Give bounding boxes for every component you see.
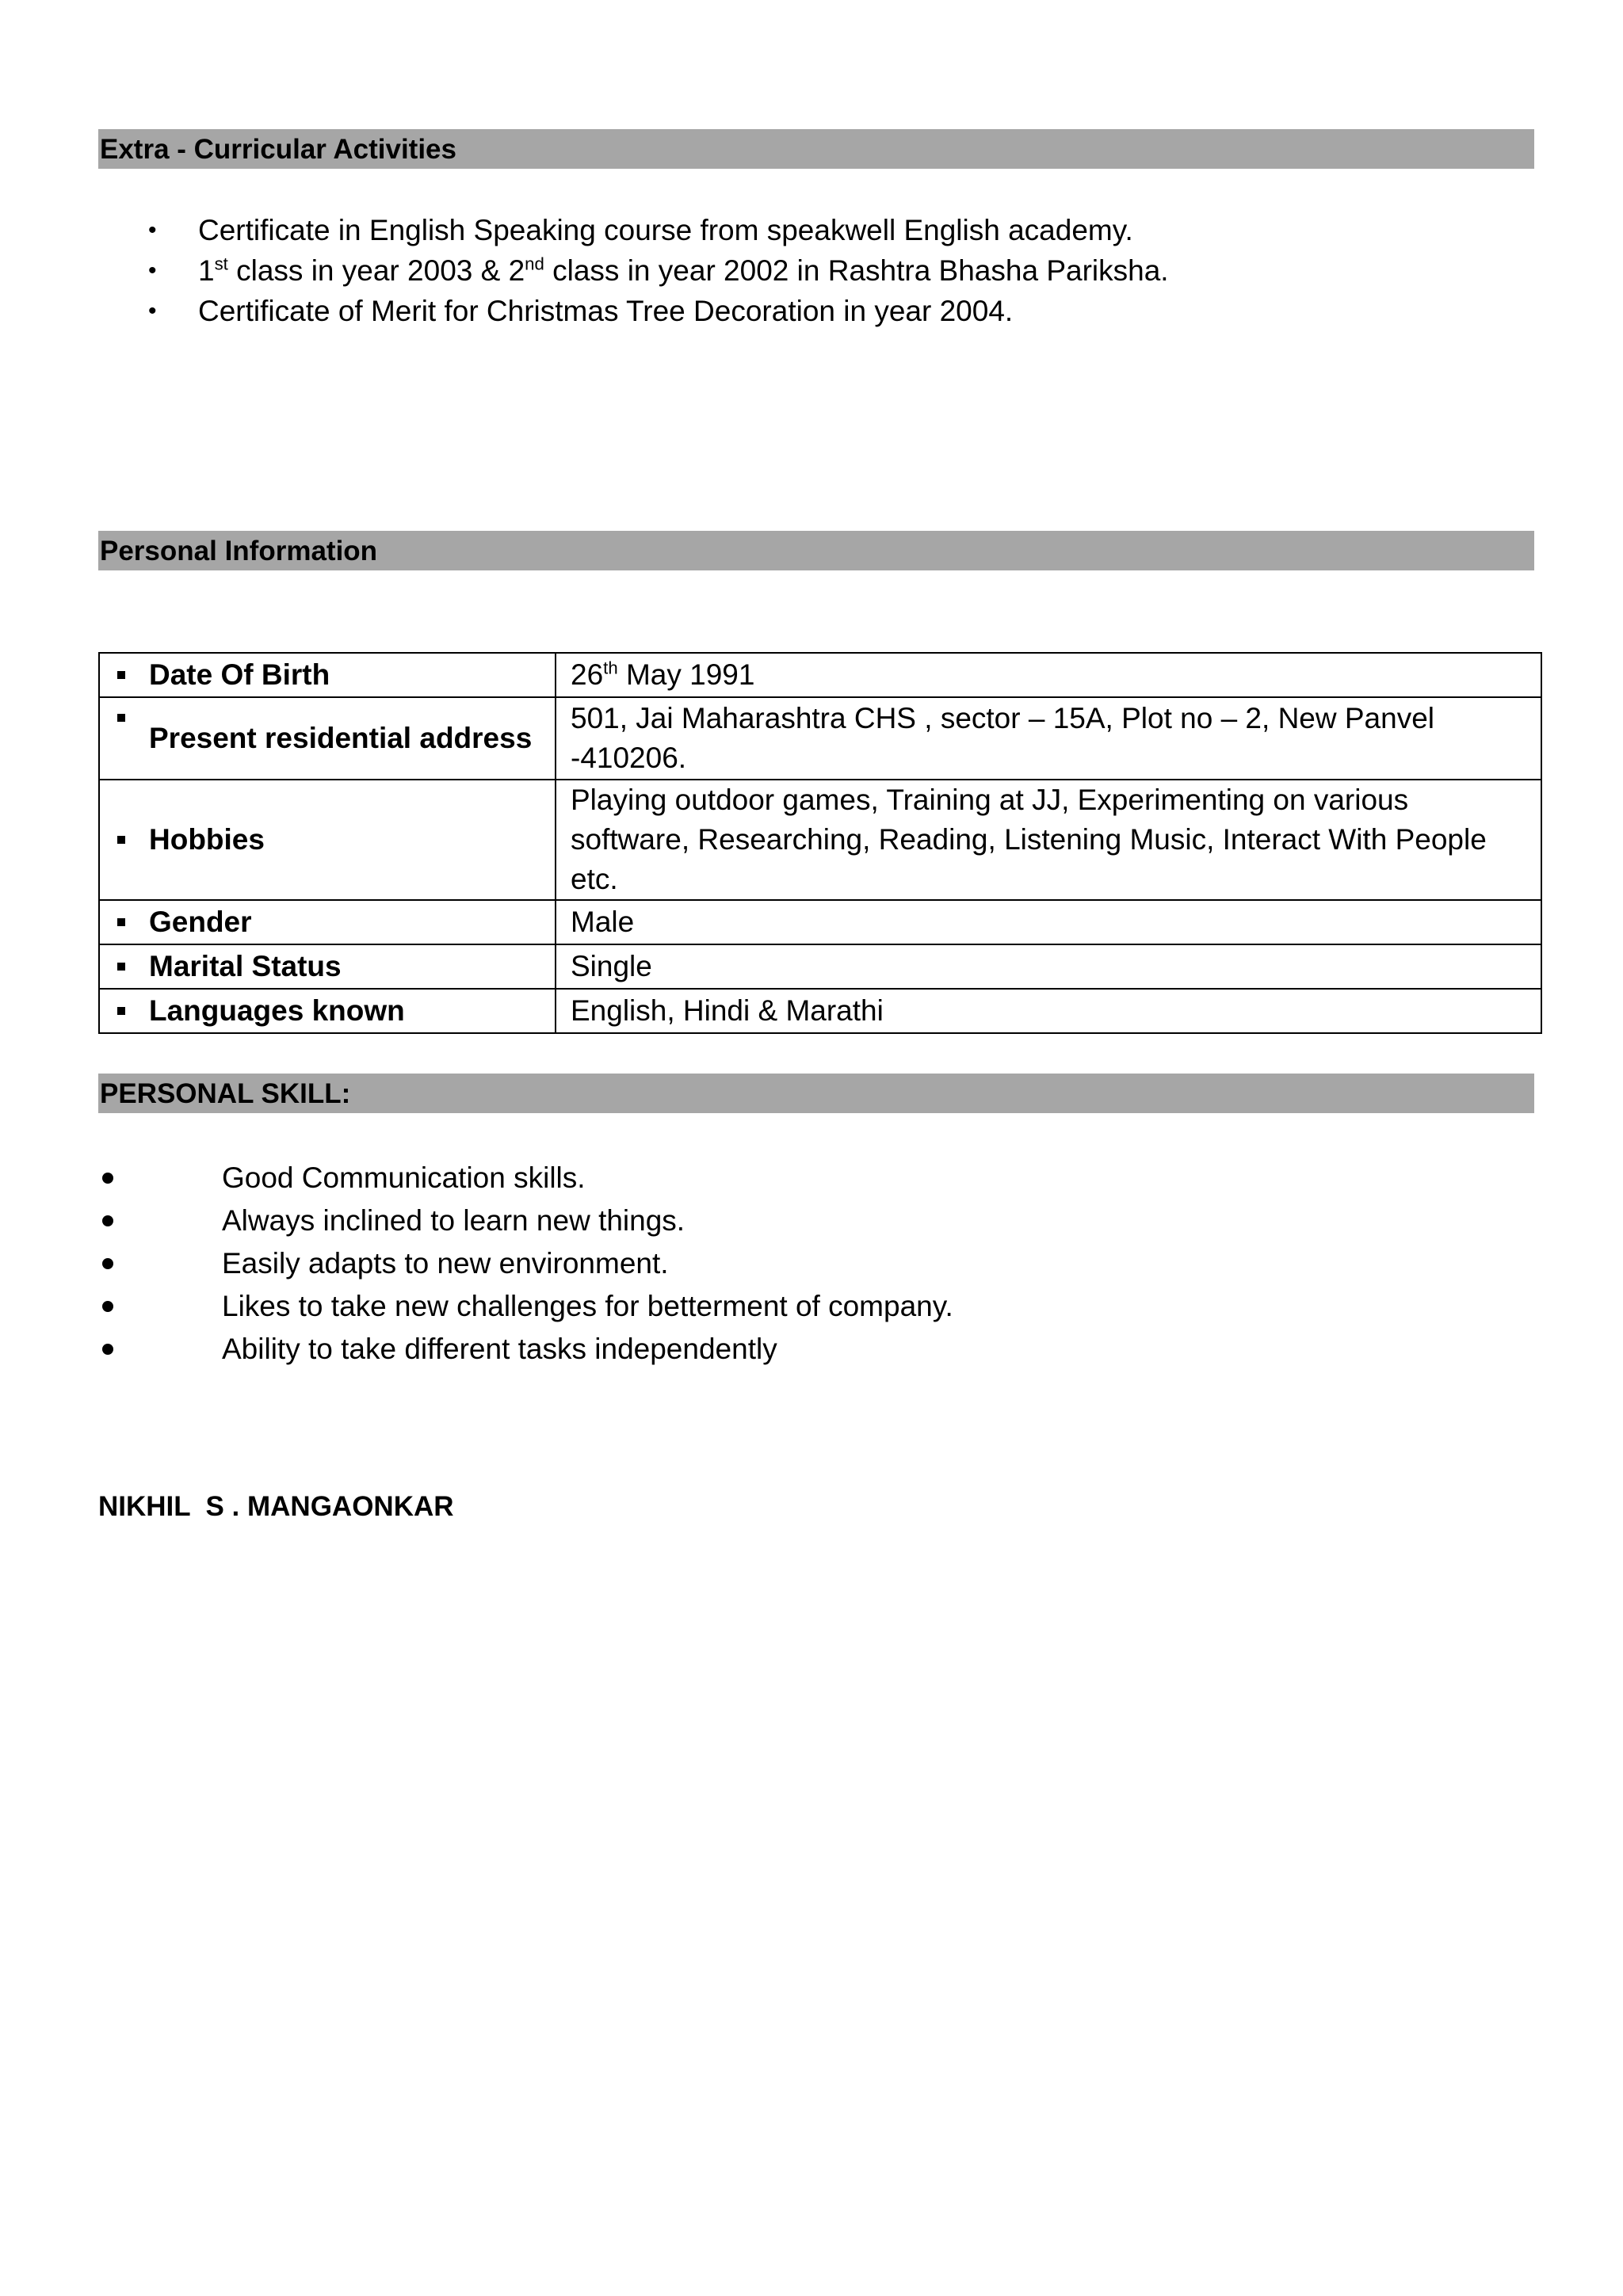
row-value: Playing outdoor games, Training at JJ, Experimenting on various software, Researching, Reading, Listening Music, Interact With People etc. (556, 780, 1541, 900)
bullet-icon: • (148, 217, 157, 243)
personal-skill-heading: PERSONAL SKILL: (98, 1074, 1534, 1113)
row-value: Male (556, 900, 1541, 944)
bullet-icon (102, 1344, 113, 1355)
square-bullet-icon (117, 671, 125, 679)
row-value: English, Hindi & Marathi (556, 989, 1541, 1033)
row-label: Hobbies (99, 780, 556, 900)
bullet-icon (102, 1215, 113, 1226)
list-item-text: Certificate in English Speaking course from speakwell English academy. (198, 214, 1133, 246)
square-bullet-icon (117, 918, 125, 926)
extra-curricular-list (98, 210, 1169, 331)
list-item (98, 291, 1169, 331)
extra-curricular-heading: Extra - Curricular Activities (98, 129, 1534, 169)
row-label: Languages known (99, 989, 556, 1033)
table-row (99, 697, 1541, 780)
bullet-icon: • (148, 298, 157, 324)
bullet-icon (102, 1301, 113, 1312)
row-label: Date Of Birth (99, 653, 556, 697)
signature-name: NIKHIL S . MANGAONKAR (98, 1491, 454, 1522)
personal-information-heading: Personal Information (98, 531, 1534, 570)
row-value: 26th May 1991 (556, 653, 1541, 697)
row-value: Single (556, 944, 1541, 989)
square-bullet-icon (117, 714, 125, 722)
list-item-text: 1st class in year 2003 & 2nd class in year 2002 in Rashtra Bhasha Pariksha. (198, 254, 1169, 287)
table-row (99, 944, 1541, 989)
row-label: Marital Status (99, 944, 556, 989)
list-item: Ability to take different tasks independently (98, 1328, 953, 1371)
list-item (98, 210, 1169, 250)
list-item-text: Certificate of Merit for Christmas Tree Decoration in year 2004. (198, 295, 1014, 327)
personal-information-table (98, 652, 1542, 1034)
row-value: 501, Jai Maharashtra CHS , sector – 15A, Plot no – 2, New Panvel -410206. (556, 697, 1541, 780)
table-row (99, 653, 1541, 697)
bullet-icon (102, 1258, 113, 1269)
list-item: Likes to take new challenges for betterment of company. (98, 1285, 953, 1328)
list-item: Always inclined to learn new things. (98, 1199, 953, 1242)
personal-skill-list (98, 1157, 953, 1371)
table-row (99, 780, 1541, 900)
row-label: Gender (99, 900, 556, 944)
square-bullet-icon (117, 836, 125, 844)
square-bullet-icon (117, 963, 125, 971)
table-row (99, 989, 1541, 1033)
row-label: Present residential address (99, 697, 556, 780)
bullet-icon: • (148, 257, 157, 284)
table-row (99, 900, 1541, 944)
list-item (98, 250, 1169, 291)
list-item: Good Communication skills. (98, 1157, 953, 1199)
list-item: Easily adapts to new environment. (98, 1242, 953, 1285)
bullet-icon (102, 1173, 113, 1184)
square-bullet-icon (117, 1007, 125, 1015)
